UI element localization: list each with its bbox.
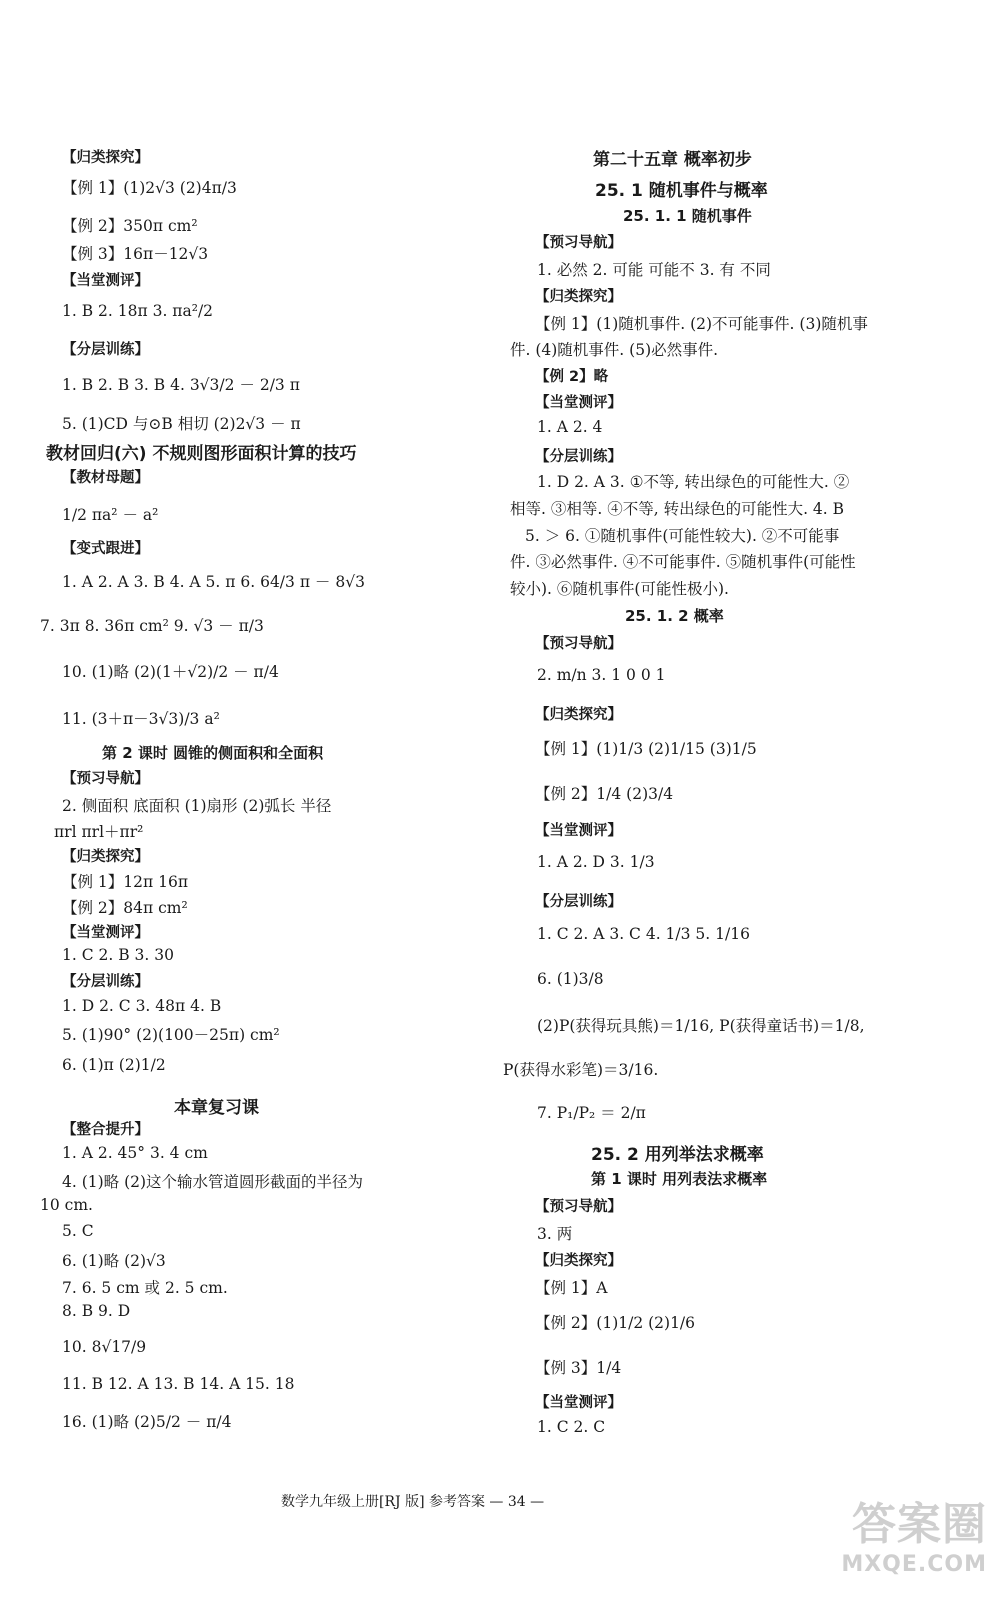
answer-line: 5. (1)90° (2)(100－25π) cm² <box>62 1026 280 1044</box>
answer-line: 1. A 2. 45° 3. 4 cm <box>62 1144 208 1162</box>
section-heading: 【归类探究】 <box>62 849 149 865</box>
section-heading: 【归类探究】 <box>62 150 149 166</box>
chapter-review-heading: 本章复习课 <box>174 1098 259 1118</box>
subsection-title: 25. 1. 1 随机事件 <box>623 207 752 225</box>
subsection-title: 25. 1. 2 概率 <box>625 607 724 625</box>
watermark-url: MXQE.COM <box>841 1552 987 1577</box>
answer-line: 1. D 2. C 3. 48π 4. B <box>62 997 222 1015</box>
section-heading: 【分层训练】 <box>62 342 149 358</box>
answer-line: 2. m/n 3. 1 0 0 1 <box>537 666 666 684</box>
section-heading: 【当堂测评】 <box>535 1395 622 1411</box>
answer-line: 【例 2】1/4 (2)3/4 <box>535 785 674 803</box>
section-heading: 【当堂测评】 <box>62 925 149 941</box>
answer-line: 【例 1】(1)随机事件. (2)不可能事件. (3)随机事 <box>535 315 868 333</box>
answer-line: 7. P₁/P₂ ＝ 2/π <box>537 1104 646 1122</box>
answer-line: 10 cm. <box>40 1196 93 1214</box>
answer-line: 【例 3】1/4 <box>535 1359 622 1377</box>
answer-line: 1. 必然 2. 可能 可能不 3. 有 不同 <box>537 261 771 279</box>
answer-line: 1. C 2. B 3. 30 <box>62 946 174 964</box>
section-heading: 【分层训练】 <box>535 894 622 910</box>
lesson-title: 第 2 课时 圆锥的侧面积和全面积 <box>102 744 324 762</box>
answer-line: 10. 8√17/9 <box>62 1338 147 1356</box>
section-heading: 【教材母题】 <box>62 470 149 486</box>
answer-line: 11. (3＋π－3√3)/3 a² <box>62 710 220 728</box>
answer-line: 5. ＞ 6. ①随机事件(可能性较大). ②不可能事 <box>525 527 840 545</box>
answer-line: 6. (1)π (2)1/2 <box>62 1056 166 1074</box>
answer-line: 1. A 2. D 3. 1/3 <box>537 853 655 871</box>
answer-line: 5. C <box>62 1222 94 1240</box>
answer-line: 1. C 2. C <box>537 1418 606 1436</box>
section-heading: 【预习导航】 <box>535 1199 622 1215</box>
section-title: 25. 1 随机事件与概率 <box>595 181 768 201</box>
section-heading: 【当堂测评】 <box>535 823 622 839</box>
answer-line: 【例 2】(1)1/2 (2)1/6 <box>535 1314 696 1332</box>
section-title: 25. 2 用列举法求概率 <box>591 1145 764 1165</box>
answer-line: 3. 两 <box>537 1225 573 1243</box>
section-heading: 【分层训练】 <box>535 449 622 465</box>
answer-line: 【例 1】12π 16π <box>62 873 189 891</box>
answer-line: 4. (1)略 (2)这个输水管道圆形截面的半径为 <box>62 1173 364 1191</box>
chapter-review-title: 教材回归(六) 不规则图形面积计算的技巧 <box>46 444 357 464</box>
section-heading: 【归类探究】 <box>535 289 622 305</box>
answer-line: 7. 3π 8. 36π cm² 9. √3 － π/3 <box>40 617 264 635</box>
section-heading: 【预习导航】 <box>62 771 149 787</box>
section-heading: 【归类探究】 <box>535 1253 622 1269</box>
section-heading: 【当堂测评】 <box>62 273 149 289</box>
answer-line: P(获得水彩笔)＝3/16. <box>503 1061 659 1079</box>
answer-line: 11. B 12. A 13. B 14. A 15. 18 <box>62 1375 295 1393</box>
answer-line: 相等. ③相等. ④不等, 转出绿色的可能性大. 4. B <box>510 500 845 518</box>
answer-line: 【例 2】350π cm² <box>62 217 198 235</box>
answer-line: 1. A 2. A 3. B 4. A 5. π 6. 64/3 π － 8√3 <box>62 573 365 591</box>
answer-line: 6. (1)略 (2)√3 <box>62 1252 166 1270</box>
answer-line: 较小). ⑥随机事件(可能性极小). <box>510 580 729 598</box>
answer-line: 1. B 2. 18π 3. πa²/2 <box>62 302 214 320</box>
answer-line: 2. 侧面积 底面积 (1)扇形 (2)弧长 半径 <box>62 797 332 815</box>
section-heading: 【分层训练】 <box>62 974 149 990</box>
answer-line: 16. (1)略 (2)5/2 － π/4 <box>62 1413 232 1431</box>
answer-line: 1. B 2. B 3. B 4. 3√3/2 － 2/3 π <box>62 376 300 394</box>
watermark-logo-text: 答案圈 <box>852 1499 987 1550</box>
answer-line: 件. (4)随机事件. (5)必然事件. <box>510 341 719 359</box>
answer-line: 1/2 πa² － a² <box>62 506 159 524</box>
answer-line: 1. A 2. 4 <box>537 418 603 436</box>
section-heading: 【归类探究】 <box>535 707 622 723</box>
section-heading: 【变式跟进】 <box>62 541 149 557</box>
section-heading: 【当堂测评】 <box>535 395 622 411</box>
answer-line: πrl πrl＋πr² <box>54 823 144 841</box>
lesson-title: 第 1 课时 用列表法求概率 <box>591 1170 768 1188</box>
answer-line: 件. ③必然事件. ④不可能事件. ⑤随机事件(可能性 <box>510 553 856 571</box>
answer-line: 【例 3】16π－12√3 <box>62 245 209 263</box>
answer-line: (2)P(获得玩具熊)＝1/16, P(获得童话书)＝1/8, <box>537 1017 865 1035</box>
answer-line: 【例 2】84π cm² <box>62 899 188 917</box>
answer-line: 5. (1)CD 与⊙B 相切 (2)2√3 － π <box>62 415 301 433</box>
section-heading: 【预习导航】 <box>535 636 622 652</box>
answer-line: 10. (1)略 (2)(1＋√2)/2 － π/4 <box>62 663 279 681</box>
answer-line: 1. D 2. A 3. ①不等, 转出绿色的可能性大. ② <box>537 473 850 491</box>
page-footer: 数学九年级上册[RJ 版] 参考答案 — 34 — <box>281 1494 545 1510</box>
answer-line: 【例 1】A <box>535 1279 608 1297</box>
section-heading: 【例 2】略 <box>535 369 609 385</box>
chapter-title: 第二十五章 概率初步 <box>593 150 752 170</box>
answer-line: 8. B 9. D <box>62 1302 131 1320</box>
answer-line: 【例 1】(1)1/3 (2)1/15 (3)1/5 <box>535 740 757 758</box>
section-heading: 【预习导航】 <box>535 235 622 251</box>
answer-line: 7. 6. 5 cm 或 2. 5 cm. <box>62 1279 228 1297</box>
answer-line: 1. C 2. A 3. C 4. 1/3 5. 1/16 <box>537 925 750 943</box>
section-heading: 【整合提升】 <box>62 1122 149 1138</box>
answer-line: 【例 1】(1)2√3 (2)4π/3 <box>62 179 237 197</box>
answer-line: 6. (1)3/8 <box>537 970 604 988</box>
watermark-logo <box>812 1500 987 1590</box>
